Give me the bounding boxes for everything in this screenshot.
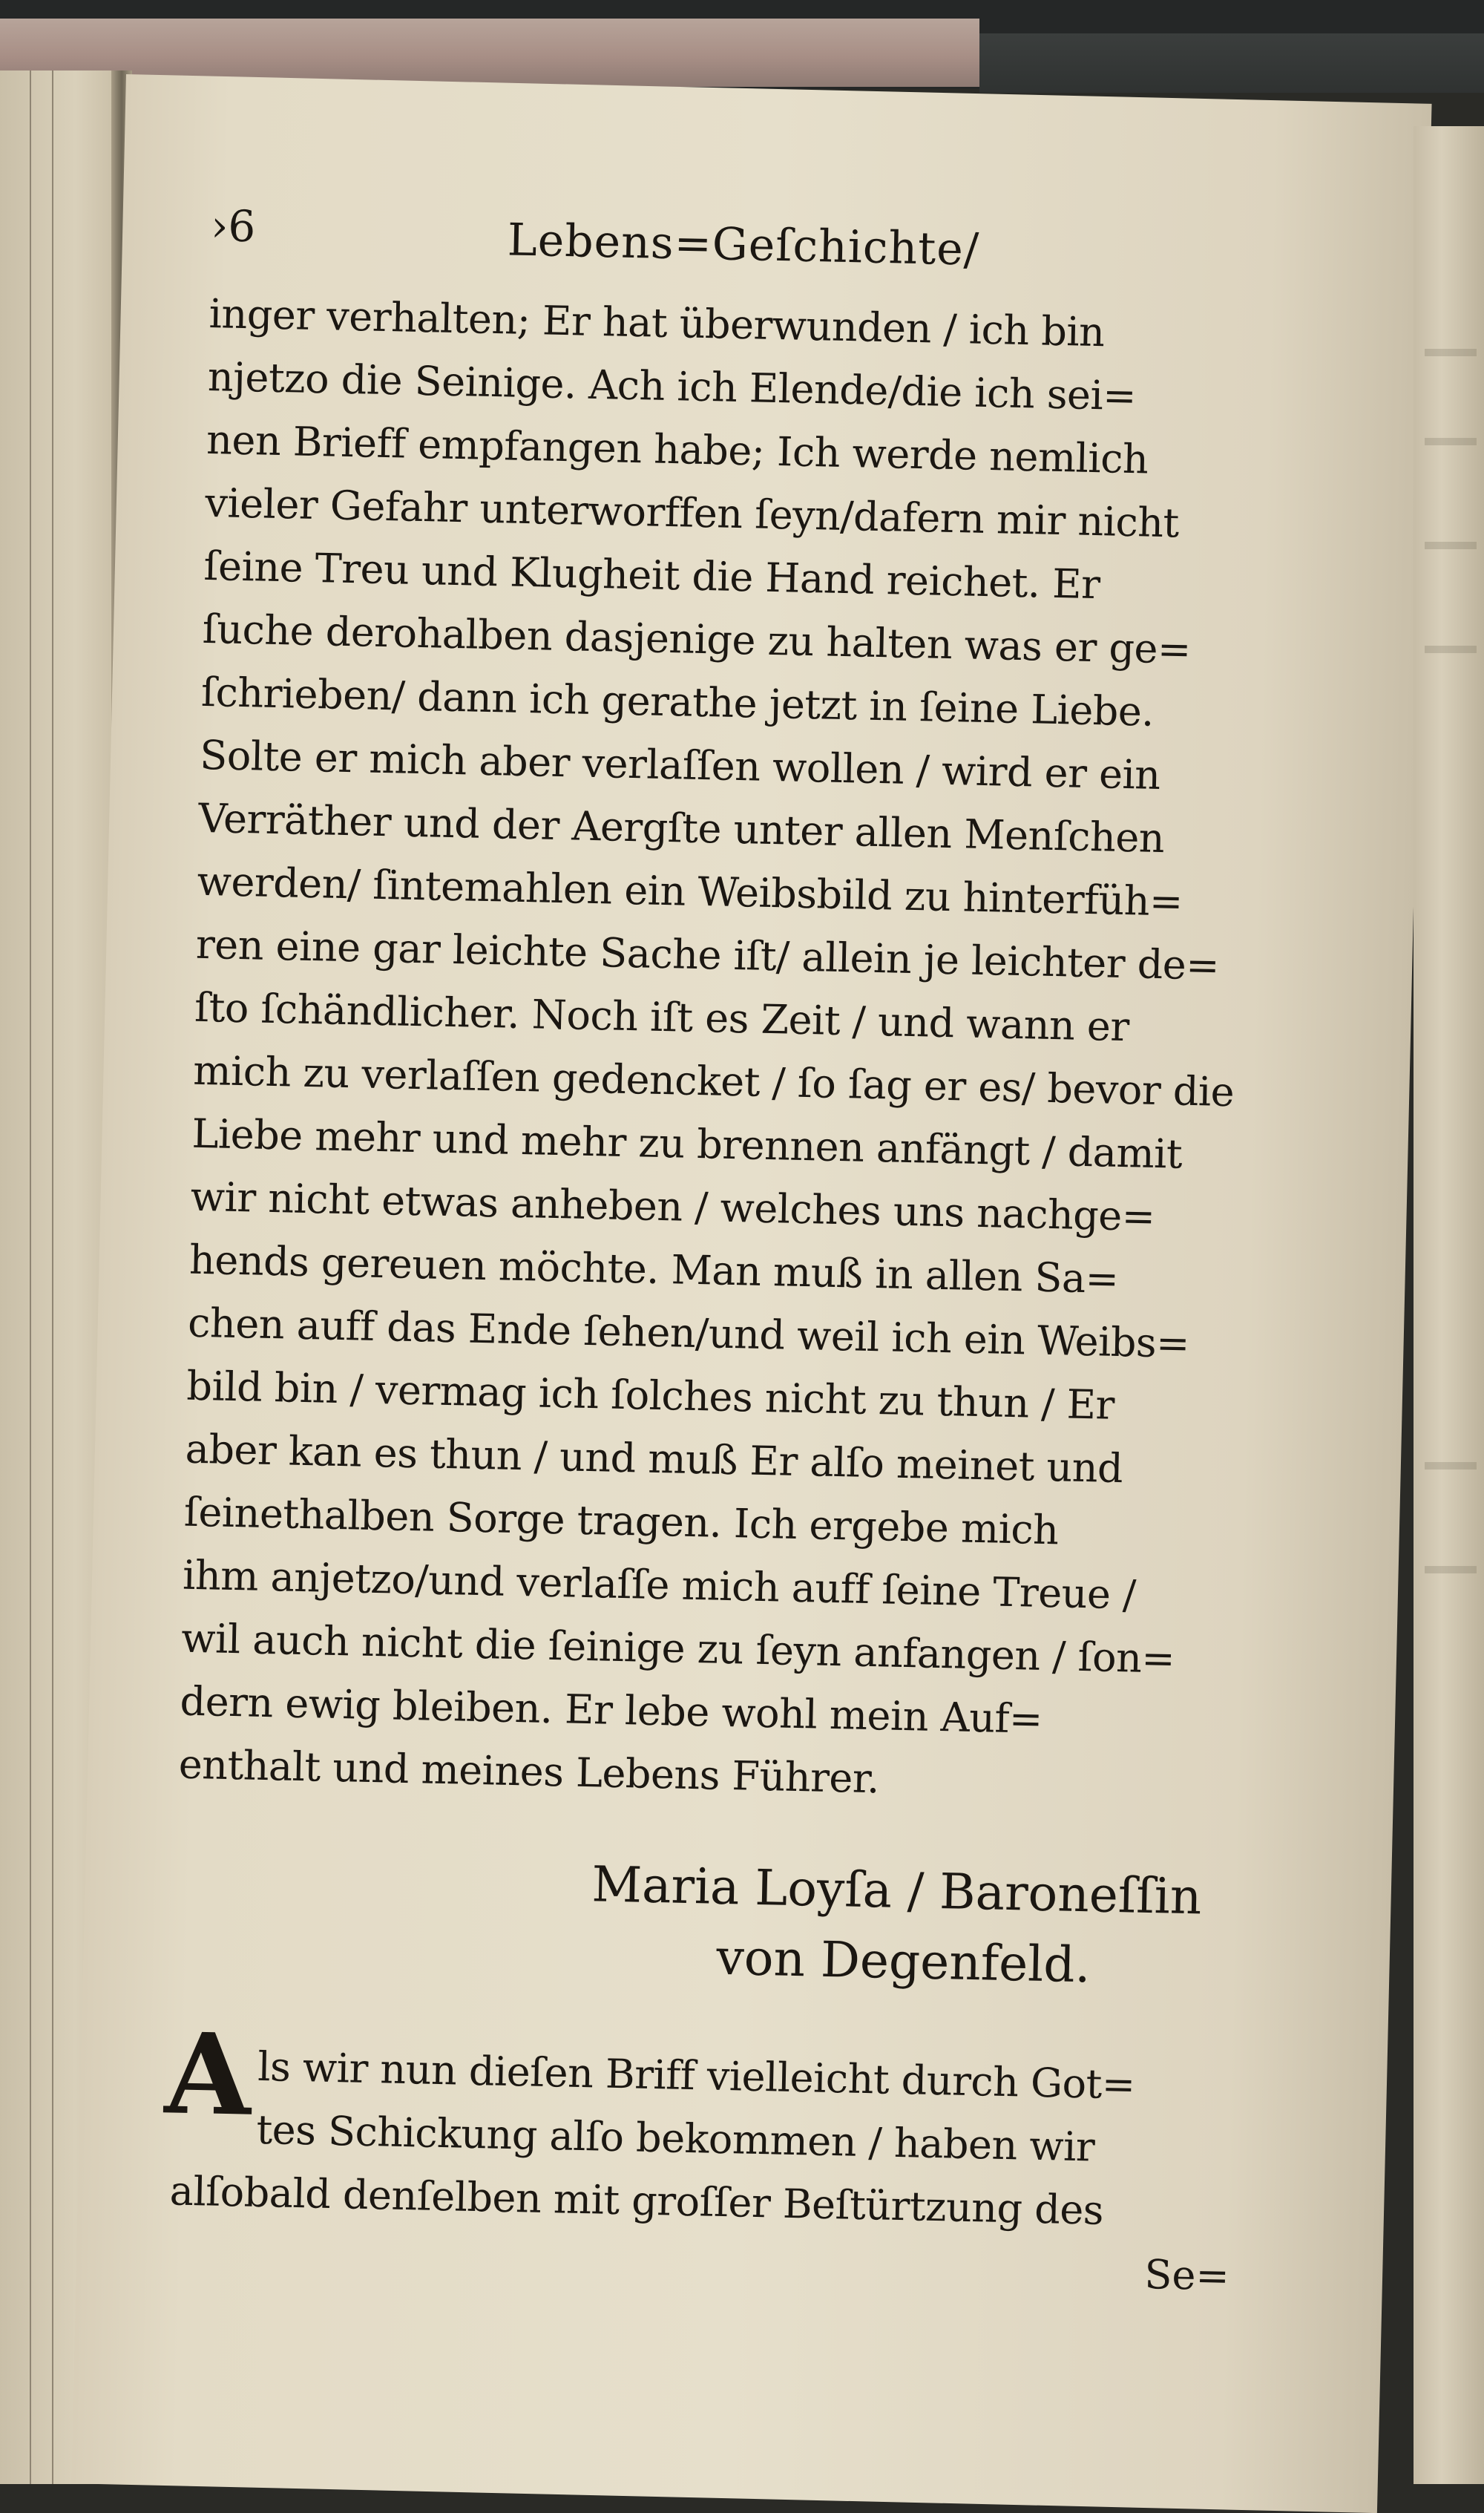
text-line: ls wir nun dieſen Briff vielleicht durch Got=: [257, 2042, 1136, 2109]
catchword: Se=: [1143, 2250, 1230, 2300]
text-line: Solte er mich aber verlaſſen wollen / wird er ein: [199, 731, 1161, 799]
page-edge-line: [52, 71, 53, 2484]
text-line: ihm anjetzo/und verlaſſe mich auff ſeine Treue /: [182, 1551, 1137, 1619]
text-line: ſeine Treu und Klugheit die Hand reichet. Er: [203, 542, 1101, 609]
text-line: vieler Gefahr unterworffen ſeyn/dafern mir nicht: [204, 479, 1180, 547]
text-line: Liebe mehr und mehr zu brennen anfängt / damit: [191, 1110, 1183, 1178]
right-page-stack: [1414, 126, 1484, 2484]
text-line: wir nicht etwas anheben / welches uns nachge=: [190, 1173, 1156, 1240]
text-line: dern ewig bleiben. Er lebe wohl mein Auf=: [179, 1677, 1043, 1743]
text-line: ſchrieben/ dann ich gerathe jetzt in ſeine Liebe.: [200, 668, 1155, 735]
text-line: Verräther und der Aergſte unter allen Menſchen: [197, 794, 1165, 862]
text-line: nen Brieff empfangen habe; Ich werde nemlich: [206, 416, 1149, 483]
text-line: alſobald denſelben mit groſſer Beſtürtzung des: [169, 2167, 1104, 2234]
text-line: aber kan es thun / und muß Er alſo meinet und: [185, 1425, 1123, 1493]
bleed-through-text: [1425, 1566, 1477, 1573]
cover-edge: [979, 33, 1484, 93]
text-line: tes Schickung alſo bekommen / haben wir: [255, 2106, 1095, 2171]
text-line: bild bin / vermag ich ſolches nicht zu thun / Er: [186, 1362, 1115, 1429]
letter-paragraph: [178, 282, 1293, 1818]
bleed-through-text: [1425, 542, 1477, 549]
drop-cap-initial: A: [163, 2008, 253, 2141]
text-line: enthalt und meines Lebens Führer.: [178, 1740, 880, 1803]
text-line: hends gereuen möchte. Man muß in allen Sa=: [188, 1236, 1120, 1303]
bleed-through-text: [1425, 1462, 1477, 1470]
text-line: ſeinethalben Sorge tragen. Ich ergebe mich: [183, 1488, 1060, 1554]
page-edge-line: [30, 71, 31, 2484]
text-line: ren eine gar leichte Sache iſt/ allein je leichter de=: [195, 920, 1220, 989]
text-line: chen auff das Ende ſehen/und weil ich ein Weibs=: [187, 1299, 1190, 1367]
signature-title: von Degenfeld.: [715, 1928, 1091, 1994]
printed-text: [163, 200, 1295, 2308]
narrative-paragraph: [163, 2008, 1256, 2308]
bleed-through-text: [1425, 438, 1477, 445]
signature-name: Maria Loyſa / Baroneſſin: [591, 1855, 1203, 1926]
signature-block: [174, 1841, 1261, 2005]
text-line: njetzo die Seinige. Ach ich Elende/die ich sei=: [207, 353, 1137, 420]
bleed-through-text: [1425, 349, 1477, 356]
page-number: ›6: [210, 200, 257, 252]
text-line: inger verhalten; Er hat überwunden / ich bin: [209, 289, 1106, 356]
bleed-through-text: [1425, 646, 1477, 653]
text-line: wil auch nicht die ſeinige zu ſeyn anfangen / ſon=: [180, 1614, 1175, 1683]
text-line: mich zu verlaſſen gedencket / ſo ſag er es/ bevor die: [192, 1046, 1235, 1116]
text-line: ſuche derohalben dasjenige zu halten was er ge=: [202, 605, 1192, 673]
text-line: werden/ ſintemahlen ein Weibsbild zu hinterfüh=: [197, 857, 1183, 925]
running-head: Lebens=Geſchichte/: [507, 214, 980, 276]
text-line: ſto ſchändlicher. Noch iſt es Zeit / und wann er: [194, 983, 1130, 1051]
